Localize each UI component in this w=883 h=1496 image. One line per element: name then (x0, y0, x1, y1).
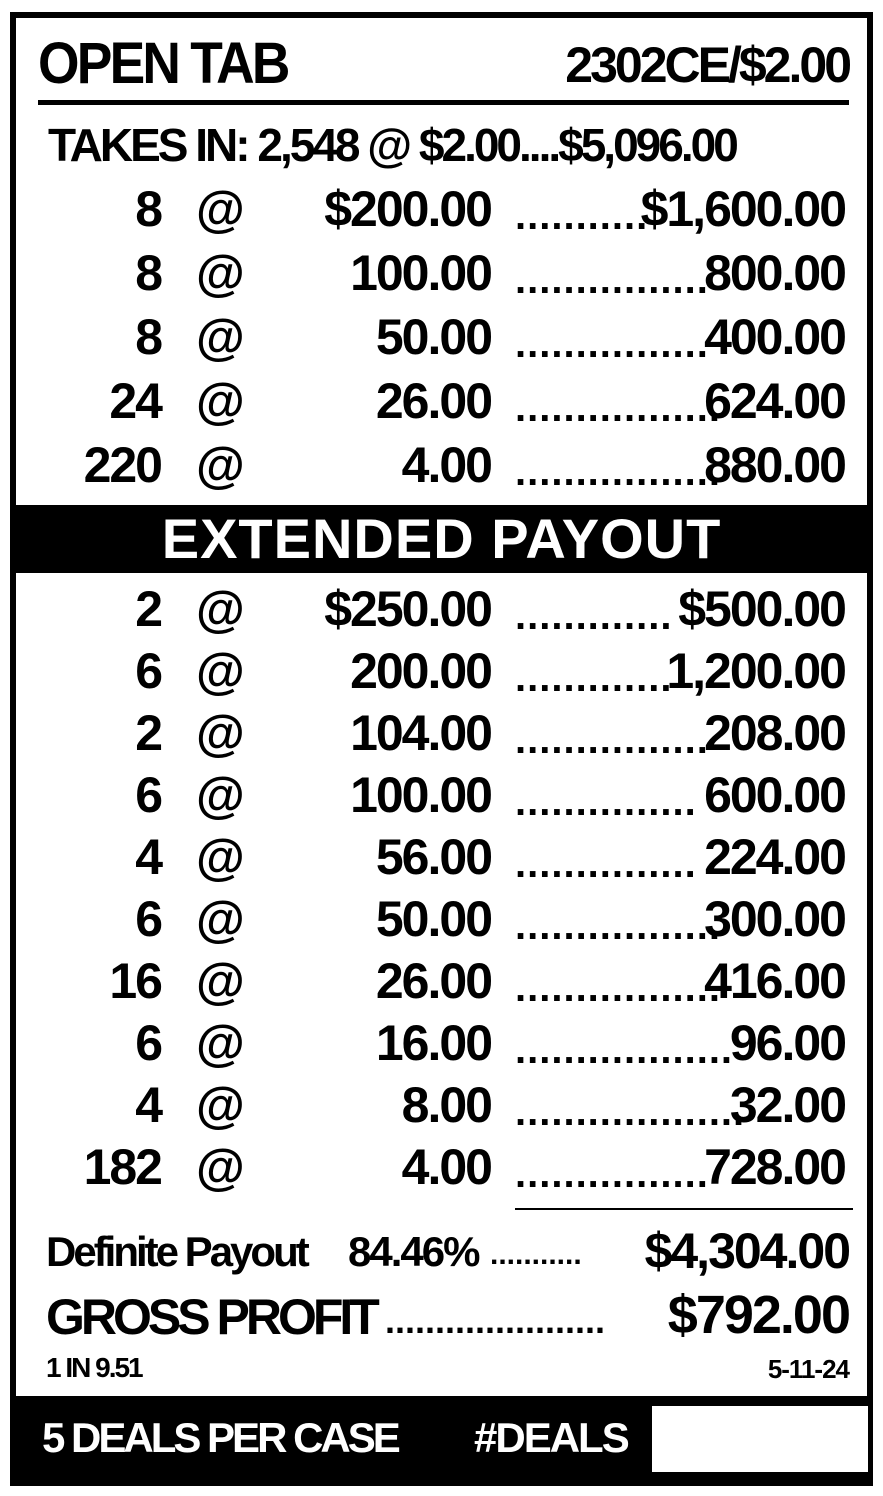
prize-amount: 100.00 (350, 245, 491, 301)
prize-leader: ............... (515, 780, 697, 824)
prize-total: 96.00 (729, 1015, 845, 1071)
prize-row (10, 828, 873, 888)
prize-total: 728.00 (704, 1139, 845, 1195)
deals-count-label: #DEALS (474, 1414, 628, 1461)
definite-payout-total: $4,304.00 (644, 1223, 849, 1279)
prize-amount: 50.00 (375, 891, 491, 947)
prize-qty: 2 (135, 581, 161, 637)
prize-amount: 56.00 (375, 829, 491, 885)
prize-row (10, 1014, 873, 1074)
odds-text: 1 IN 9.51 (46, 1352, 142, 1383)
prize-at-sign: @ (196, 829, 243, 885)
prize-amount: 50.00 (375, 309, 491, 365)
prize-leader: ................. (515, 386, 721, 430)
ticket-code: 2302CE/$2.00 (565, 37, 849, 93)
prize-at-sign: @ (196, 1015, 243, 1071)
prize-total: 600.00 (704, 767, 845, 823)
prize-amount: 16.00 (375, 1015, 491, 1071)
prize-leader: ................ (515, 258, 709, 302)
prize-qty: 4 (135, 1077, 161, 1133)
prize-leader: ............... (515, 842, 697, 886)
prize-at-sign: @ (196, 953, 243, 1009)
prize-qty: 6 (135, 767, 161, 823)
prize-total: 1,200.00 (666, 643, 845, 699)
prize-total: $1,600.00 (640, 181, 845, 237)
prize-leader: ................. (515, 450, 721, 494)
prize-amount: $200.00 (324, 181, 491, 237)
gross-profit-total: $792.00 (667, 1285, 849, 1345)
prize-at-sign: @ (196, 643, 243, 699)
deals-per-case-label: 5 DEALS PER CASE (42, 1414, 398, 1461)
prize-qty: 8 (135, 309, 161, 365)
prize-leader: ............. (515, 594, 673, 638)
prize-amount: 100.00 (350, 767, 491, 823)
extended-payout-banner: EXTENDED PAYOUT (10, 505, 873, 573)
prize-qty: 6 (135, 1015, 161, 1071)
prize-leader: .................. (515, 1028, 734, 1072)
prize-amount: 200.00 (350, 643, 491, 699)
prize-amount: 104.00 (350, 705, 491, 761)
prize-qty: 6 (135, 643, 161, 699)
takes-in-text: 2,548 @ $2.00....$5,096.00 (257, 119, 736, 171)
prize-amount: 4.00 (401, 437, 491, 493)
print-date: 5-11-24 (767, 1354, 849, 1384)
prize-total: 880.00 (704, 437, 845, 493)
prize-row (10, 1138, 873, 1198)
prize-leader: ................ (515, 1152, 709, 1196)
prize-at-sign: @ (196, 309, 243, 365)
prize-row (10, 308, 873, 368)
prize-total: $500.00 (678, 581, 845, 637)
prize-row (10, 890, 873, 950)
prize-at-sign: @ (196, 891, 243, 947)
prize-row (10, 952, 873, 1012)
prize-qty: 2 (135, 705, 161, 761)
prize-qty: 24 (109, 373, 161, 429)
definite-payout-leader: ........... (490, 1238, 582, 1271)
prize-leader: ................. (515, 966, 721, 1010)
takes-in-line (48, 118, 736, 172)
prize-row (10, 704, 873, 764)
prize-total: 624.00 (704, 373, 845, 429)
prize-at-sign: @ (196, 373, 243, 429)
prize-row (10, 244, 873, 304)
prize-amount: $250.00 (324, 581, 491, 637)
prize-qty: 182 (83, 1139, 161, 1195)
prize-row (10, 1076, 873, 1136)
takes-in-label: TAKES IN: (48, 119, 248, 171)
prize-leader: ................ (515, 718, 709, 762)
definite-payout-percent: 84.46% (348, 1228, 479, 1275)
gross-profit-leader: ...................... (385, 1300, 606, 1341)
prize-row (10, 642, 873, 702)
prize-total: 416.00 (704, 953, 845, 1009)
prize-total: 300.00 (704, 891, 845, 947)
prize-leader: ........... (515, 194, 649, 238)
prize-at-sign: @ (196, 181, 243, 237)
prize-qty: 16 (109, 953, 161, 1009)
prize-total: 800.00 (704, 245, 845, 301)
prize-leader: ............. (515, 656, 673, 700)
prize-qty: 8 (135, 181, 161, 237)
prize-at-sign: @ (196, 1139, 243, 1195)
prize-at-sign: @ (196, 1077, 243, 1133)
prize-at-sign: @ (196, 705, 243, 761)
prize-row (10, 580, 873, 640)
prize-leader: ................... (515, 1090, 746, 1134)
ticket-title: OPEN TAB (38, 31, 288, 96)
summary-divider (515, 1208, 853, 1210)
prize-row (10, 766, 873, 826)
prize-at-sign: @ (196, 437, 243, 493)
prize-qty: 8 (135, 245, 161, 301)
gross-profit-label: GROSS PROFIT (46, 1289, 376, 1345)
prize-total: 224.00 (704, 829, 845, 885)
prize-row (10, 180, 873, 240)
definite-payout-label: Definite Payout (46, 1228, 307, 1275)
prize-amount: 4.00 (401, 1139, 491, 1195)
prize-row (10, 436, 873, 496)
prize-total: 32.00 (729, 1077, 845, 1133)
prize-qty: 4 (135, 829, 161, 885)
prize-total: 400.00 (704, 309, 845, 365)
prize-at-sign: @ (196, 245, 243, 301)
prize-amount: 26.00 (375, 373, 491, 429)
prize-row (10, 372, 873, 432)
prize-leader: ................. (515, 904, 721, 948)
prize-total: 208.00 (704, 705, 845, 761)
prize-at-sign: @ (196, 581, 243, 637)
prize-leader: ................ (515, 322, 709, 366)
prize-qty: 6 (135, 891, 161, 947)
header-divider (38, 100, 849, 105)
prize-at-sign: @ (196, 767, 243, 823)
prize-amount: 26.00 (375, 953, 491, 1009)
deals-count-field[interactable] (652, 1406, 868, 1472)
prize-qty: 220 (83, 437, 161, 493)
prize-amount: 8.00 (401, 1077, 491, 1133)
